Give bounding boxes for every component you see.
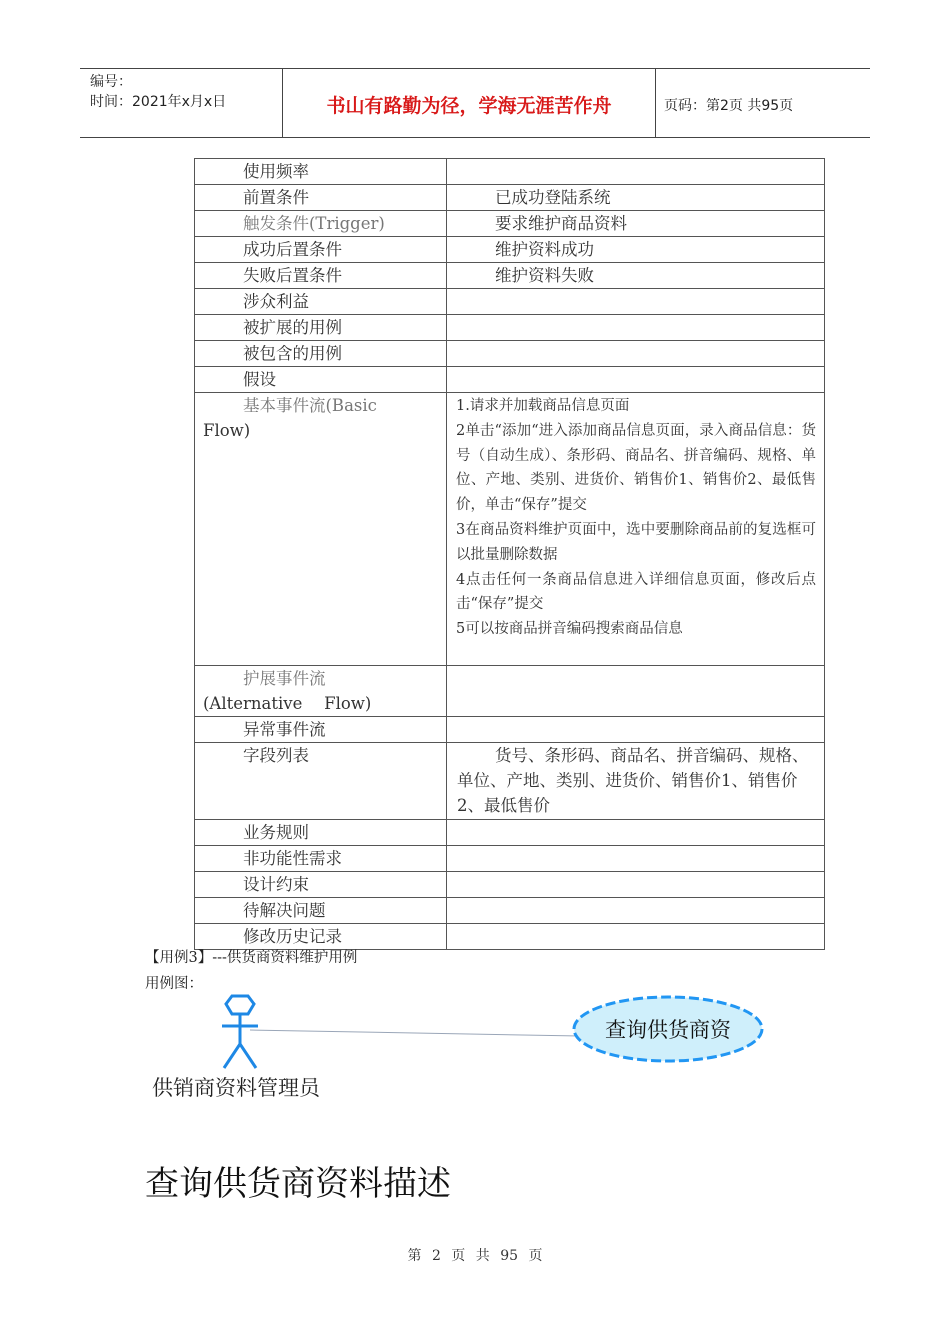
row-label: 被包含的用例 xyxy=(243,344,342,363)
table-row xyxy=(195,820,825,846)
row-label: 设计约束 xyxy=(243,875,309,894)
flow-step: 5可以按商品拼音编码搜索商品信息 xyxy=(456,621,683,638)
actor-icon xyxy=(210,990,270,1080)
flow-step: 3在商品资料维护页面中，选中要删除商品前的复选框可以批量删除数据 xyxy=(456,521,816,563)
fields-value xyxy=(447,743,824,818)
use-case-label: 查询供货商资 xyxy=(605,1018,731,1042)
motto: 书山有路勤为径，学海无涯苦作舟 xyxy=(326,95,612,117)
association-line xyxy=(250,1020,580,1040)
row-label: 成功后置条件 xyxy=(243,240,342,259)
table-row xyxy=(195,159,825,185)
section-heading: 查询供货商资料描述 xyxy=(145,1164,451,1204)
table-row-fields xyxy=(195,743,825,820)
row-label: 被扩展的用例 xyxy=(243,318,342,337)
row-label: 非功能性需求 xyxy=(243,849,342,868)
fields-label: 字段列表 xyxy=(243,746,309,765)
table-row xyxy=(195,872,825,898)
row-label: 业务规则 xyxy=(243,823,309,842)
page-info: 页码：第2页 共95页 xyxy=(664,98,794,114)
row-value: 已成功登陆系统 xyxy=(495,188,611,207)
table-row xyxy=(195,315,825,341)
alt-flow-label-cont: (Alternative Flow) xyxy=(203,694,372,713)
table-row-alt-flow xyxy=(195,666,825,717)
table-row xyxy=(195,717,825,743)
row-label: 涉众利益 xyxy=(243,292,309,311)
table-row xyxy=(195,185,825,211)
row-label: 假设 xyxy=(243,370,276,389)
use-case-table xyxy=(194,158,825,950)
row-label: 前置条件 xyxy=(243,188,309,207)
table-row xyxy=(195,237,825,263)
row-label: 修改历史记录 xyxy=(243,927,342,946)
table-row xyxy=(195,263,825,289)
table-row xyxy=(195,846,825,872)
row-label: 失败后置条件 xyxy=(243,266,342,285)
page-header xyxy=(80,68,870,138)
section-subtitle: 用例图： xyxy=(145,976,203,992)
section-title: 【用例3】---供货商资料维护用例 xyxy=(145,950,358,966)
header-meta xyxy=(80,69,283,137)
table-row-basic-flow xyxy=(195,393,825,666)
row-label: 触发条件(Trigger) xyxy=(243,214,385,233)
fields-text: 货号、条形码、商品名、拼音编码、规格、单位、产地、类别、进货价、销售价1、销售价2、最低售价 xyxy=(457,746,809,815)
flow-step: 1.请求并加载商品信息页面 xyxy=(456,398,630,414)
row-value: 维护资料成功 xyxy=(495,240,594,259)
actor-label: 供销商资料管理员 xyxy=(152,1076,320,1100)
row-label: 异常事件流 xyxy=(243,720,326,739)
table-row xyxy=(195,211,825,237)
page-footer: 第 2 页 共 95 页 xyxy=(407,1248,543,1264)
flow-step: 4点击任何一条商品信息进入详细信息页面，修改后点击“保存”提交 xyxy=(456,571,816,613)
alt-flow-label: 护展事件流 xyxy=(243,669,326,688)
time-label: 时间：2021年x月x日 xyxy=(90,94,227,110)
table-row xyxy=(195,341,825,367)
table-row xyxy=(195,289,825,315)
basic-flow-label-cont: Flow) xyxy=(203,421,251,440)
number-label: 编号： xyxy=(90,74,132,90)
basic-flow-steps xyxy=(447,393,824,642)
header-motto-cell xyxy=(283,69,656,137)
row-value: 维护资料失败 xyxy=(495,266,594,285)
table-row xyxy=(195,367,825,393)
row-label: 待解决问题 xyxy=(243,901,326,920)
row-value: 要求维护商品资料 xyxy=(495,214,627,233)
table-row xyxy=(195,898,825,924)
basic-flow-label: 基本事件流(Basic xyxy=(243,396,377,415)
flow-step: 2单击“添加“进入添加商品信息页面，录入商品信息：货号（自动生成）、条形码、商品名、拼音编码、规格、单位、产地、类别、进货价、销售价1、销售价2、最低售价，单击“保存”提交 xyxy=(456,422,816,514)
row-label: 使用频率 xyxy=(243,162,309,181)
